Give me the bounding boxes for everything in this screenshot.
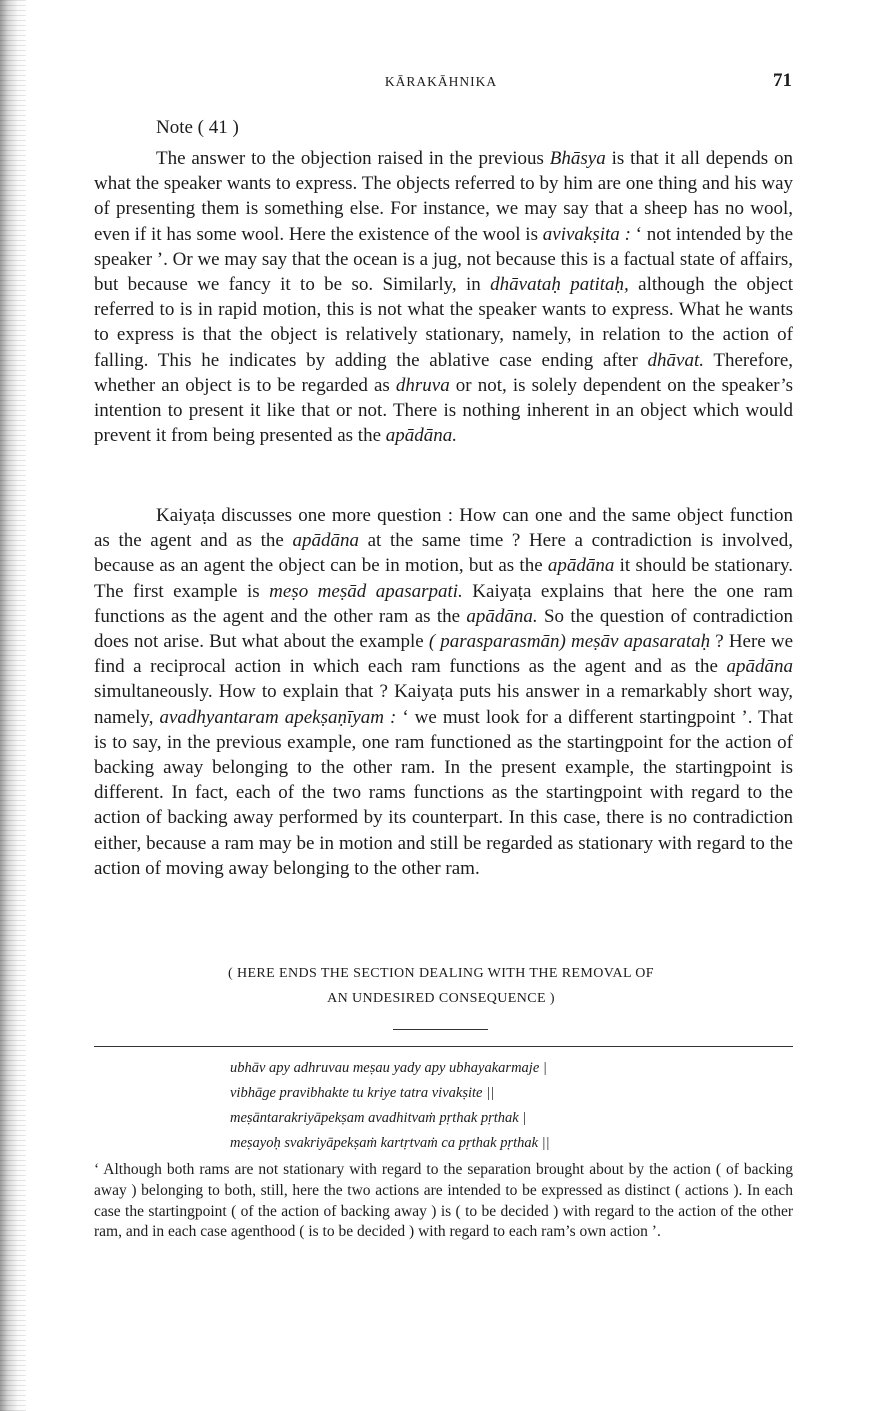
section-divider-short — [393, 1029, 488, 1030]
sanskrit-term: Bhāsya — [549, 148, 606, 169]
verse-line-1: ubhāv apy adhruvau meṣau yady apy ubhayakarmaje | — [230, 1060, 547, 1076]
section-end-line-1: ( HERE ENDS THE SECTION DEALING WITH THE REMOVAL OF — [228, 966, 654, 981]
text-run: ? Here we find a reciprocal action in which each ram functions as the agent and as the — [94, 631, 793, 678]
sanskrit-term: dhāvataḥ patitaḥ, — [490, 274, 629, 296]
sanskrit-term: apādāna. — [385, 425, 458, 447]
sanskrit-term: avivakṣita : — [542, 223, 631, 245]
text-run: is that it all depends on what the speaker wants to express. The objects referred to by him are one thing and his way of presenting them is something else. For instance, we may say that a sheep has no wool, even if it has some wool. Here the existence of the wool is — [94, 148, 793, 245]
scan-binding-edge — [0, 0, 26, 1411]
text-run: The answer to the objection raised in the previous — [156, 148, 550, 169]
text-run: ‘ we must look for a different startingpoint ’. That is to say, in the previous example, one ram functioned as the startingpoint for the action of backing away belonging to the other ram. In the present example, the startingpoint is different. In fact, each of the two rams functions as the startingpoint with regard to the action of backing away performed by its counterpart. In this case, there is no contradiction either, because a ram may be in motion and still be regarded as stationary with regard to the action of moving away belonging to the other ram. — [94, 706, 793, 879]
text-run: or not, is solely dependent on the speaker’s intention to present it like that or not. There is nothing inherent in an object which would prevent it from being presented as the — [94, 374, 793, 447]
sanskrit-term: apādāna. — [466, 605, 538, 627]
text-run: simultaneously. How to explain that ? Kaiyaṭa puts his answer in a remarkably short way, namely, — [94, 681, 793, 728]
text-run: ‘ not intended by the speaker ’. Or we may say that the ocean is a jug, not because this is a factual state of affairs, but because we fancy it to be so. Similarly, in — [94, 223, 794, 296]
sanskrit-term: dhruva — [395, 374, 450, 396]
paragraph-1 — [94, 146, 793, 448]
text-run: Kaiyaṭa explains that here the one ram functions as the agent and the other ram as the — [94, 580, 793, 627]
page-number: 71 — [773, 70, 792, 91]
verse-line-2: vibhāge pravibhakte tu kriye tatra vivakṣite || — [230, 1085, 495, 1101]
sanskrit-term: avadhyantaram apekṣaṇīyam : — [159, 706, 397, 728]
sanskrit-term: apādāna — [547, 555, 615, 577]
sanskrit-term: apādāna — [292, 530, 359, 552]
note-heading: Note ( 41 ) — [156, 117, 239, 138]
verse-translation: ‘ Although both rams are not stationary with regard to the separation brought about by the action ( of backing away ) belonging to both, still, here the two actions are intended to be expressed as distinct ( actions ). In each case the startingpoint ( of the action of backing away ) is ( to be decided ) with regard to the action of the other ram, and in each case agenthood ( is to be decided ) with regard to each ram’s own action ’. — [94, 1161, 793, 1241]
sanskrit-term: meṣo meṣād apasarpati. — [269, 580, 463, 602]
text-run: it should be stationary. The first example is — [94, 555, 793, 602]
sanskrit-term: dhāvat. — [647, 349, 704, 371]
text-run: So the question of contradiction does not arise. But what about the example — [94, 605, 793, 653]
sanskrit-term: ( parasparasmān) meṣāv apasarataḥ — [428, 631, 711, 653]
text-run: at the same time ? Here a contradiction is involved, because as an agent the object can be in motion, but as the — [94, 530, 794, 577]
section-end-line-2: AN UNDESIRED CONSEQUENCE ) — [327, 991, 555, 1006]
sanskrit-term: apādāna — [726, 656, 793, 678]
paragraph-2 — [94, 503, 793, 881]
text-run: although the object referred to is in rapid motion, this is not what the speaker wants to express. What he wants to express is that the object is relatively stationary, namely, in relation to the action of falling. This he indicates by adding the ablative case ending after — [94, 274, 793, 371]
running-header-title: KĀRAKĀHNIKA — [384, 74, 498, 89]
text-run: Therefore, whether an object is to be regarded as — [94, 349, 794, 396]
verse-line-3: meṣāntarakriyāpekṣam avadhitvaṁ pṛthak pṛthak | — [230, 1110, 527, 1126]
verse-line-4: meṣayoḥ svakriyāpekṣaṁ kartṛtvaṁ ca pṛthak pṛthak || — [230, 1135, 550, 1151]
text-run: Kaiyaṭa discusses one more question : How can one and the same object function as the agent and as the — [94, 505, 793, 552]
footnote-divider — [94, 1046, 793, 1047]
